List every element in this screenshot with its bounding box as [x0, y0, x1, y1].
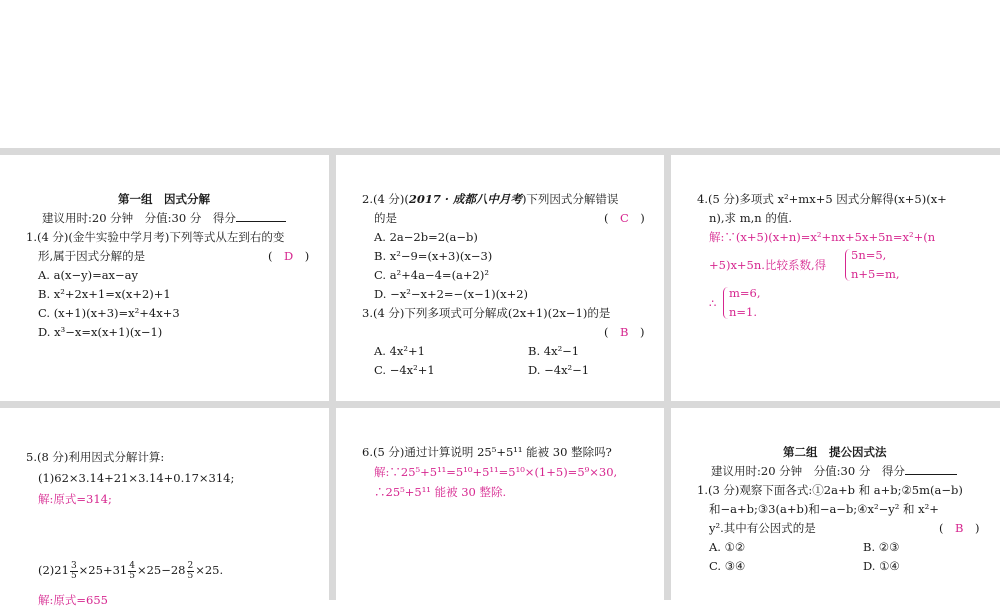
- solution-line-2: +5)x+5n.比较系数,得: [709, 258, 827, 272]
- q2-option-d: D. −x²−x+2=−(x−1)(x+2): [374, 287, 529, 301]
- part-1-solution: 解:原式=314;: [38, 492, 112, 506]
- option-c: C. ③④: [709, 559, 746, 573]
- fraction-3-numerator: 2: [187, 560, 194, 571]
- question-4-line-2: n),求 m,n 的值.: [709, 211, 792, 225]
- question-2-line-2: 的是: [374, 211, 397, 225]
- option-d: D. x³−x=x(x+1)(x−1): [38, 325, 163, 339]
- question-4-line-1: 4.(5 分)多项式 x²+mx+5 因式分解得(x+5)(x+: [697, 192, 947, 206]
- system-2-eq-b: n=1.: [729, 305, 758, 319]
- question-1-line-2: 形,属于因式分解的是: [38, 249, 146, 263]
- score-blank[interactable]: [236, 211, 286, 222]
- solution-line-1: 解:∵(x+5)(x+n)=x²+nx+5x+5n=x²+(n: [709, 230, 936, 244]
- answer-bracket: ( C ): [604, 211, 645, 225]
- option-b: B. ②③: [863, 540, 900, 554]
- answer-value: D: [284, 249, 294, 263]
- fraction-2-numerator: 4: [129, 560, 135, 571]
- system-brace-2: [723, 287, 728, 319]
- q2-option-a: A. 2a−2b=2(a−b): [374, 230, 478, 244]
- fraction-3: [187, 562, 195, 581]
- panel-question-6: [336, 408, 664, 608]
- option-a: A. ①②: [709, 540, 746, 554]
- answer-value: C: [620, 211, 629, 225]
- fraction-3-denominator: 5: [187, 570, 194, 581]
- q2-option-b: B. x²−9=(x+3)(x−3): [374, 249, 493, 263]
- meta-line: [711, 463, 957, 479]
- score-blank[interactable]: [905, 464, 957, 475]
- panel-question-4: [671, 155, 1000, 401]
- q2-suffix: )下列因式分解错误: [521, 192, 619, 206]
- part-2-solution: 解:原式=655: [38, 593, 108, 607]
- question-1-line-3: y².其中有公因式的是: [709, 521, 816, 535]
- fraction-1-numerator: 3: [70, 560, 77, 571]
- question-5-part-2: [38, 556, 223, 584]
- question-5-part-1: (1)62×3.14+21×3.14+0.17×314;: [38, 471, 235, 485]
- meta-line: [42, 210, 286, 226]
- group-title: 第一组 因式分解: [118, 192, 210, 206]
- question-1-line-2: 和−a+b;③3(a+b)和−a−b;④x²−y² 和 x²+: [709, 502, 939, 516]
- part-2-text-d: ×25.: [195, 563, 224, 577]
- option-b: B. x²+2x+1=x(x+2)+1: [38, 287, 171, 301]
- meta-text: 建议用时:20 分钟 分值:30 分 得分: [42, 211, 236, 225]
- part-2-text-c: ×25−28: [136, 563, 186, 577]
- question-2-line-1: [362, 191, 618, 207]
- answer-value: B: [955, 521, 964, 535]
- option-d: D. ①④: [863, 559, 900, 573]
- meta-text: 建议用时:20 分钟 分值:30 分 得分: [711, 464, 905, 478]
- part-2-text-a: (2)21: [38, 563, 69, 577]
- option-a: A. a(x−y)=ax−ay: [38, 268, 139, 282]
- q3-option-d: D. −4x²−1: [528, 363, 590, 377]
- panel-factorization-group-1: [0, 155, 329, 401]
- fraction-1-denominator: 5: [70, 570, 77, 581]
- q3-option-a: A. 4x²+1: [374, 344, 425, 358]
- system-brace-1: [845, 249, 850, 281]
- option-c: C. (x+1)(x+3)=x²+4x+3: [38, 306, 180, 320]
- part-2-text-b: ×25+31: [78, 563, 128, 577]
- q2-option-c: C. a²+4a−4=(a+2)²: [374, 268, 489, 282]
- system-1-eq-a: 5n=5,: [851, 248, 887, 262]
- fraction-1: [70, 562, 78, 581]
- group-title: 第二组 提公因式法: [783, 445, 887, 459]
- answer-bracket: ( D ): [268, 249, 310, 263]
- q3-option-c: C. −4x²+1: [374, 363, 435, 377]
- solution-line-1: 解:∵25⁵+5¹¹=5¹⁰+5¹¹=5¹⁰×(1+5)=5⁹×30,: [374, 465, 618, 479]
- answer-bracket: ( B ): [939, 521, 980, 535]
- q2-prefix: 2.(4 分)(: [362, 192, 409, 206]
- system-1-eq-b: n+5=m,: [851, 267, 900, 281]
- answer-bracket: ( B ): [604, 325, 645, 339]
- panel-question-5: [0, 408, 329, 608]
- fraction-2: [128, 562, 136, 581]
- question-3-line-1: 3.(4 分)下列多项式可分解成(2x+1)(2x−1)的是: [362, 306, 611, 320]
- answer-value: B: [620, 325, 629, 339]
- question-5-line-1: 5.(8 分)利用因式分解计算:: [26, 450, 165, 464]
- q2-source: 2017 · 成都八中月考: [408, 192, 522, 206]
- question-1-line-1: 1.(3 分)观察下面各式:①2a+b 和 a+b;②5m(a−b): [697, 483, 963, 497]
- therefore-symbol: ∴: [709, 296, 717, 310]
- panel-questions-2-3: [336, 155, 664, 401]
- panel-common-factor-group-2: [671, 408, 1000, 608]
- fraction-2-denominator: 5: [129, 570, 135, 581]
- q3-option-b: B. 4x²−1: [528, 344, 580, 358]
- question-1-line-1: 1.(4 分)(金牛实验中学月考)下列等式从左到右的变: [26, 230, 285, 244]
- system-2-eq-a: m=6,: [729, 286, 761, 300]
- question-6-line-1: 6.(5 分)通过计算说明 25⁵+5¹¹ 能被 30 整除吗?: [362, 445, 612, 459]
- solution-line-2: ∴25⁵+5¹¹ 能被 30 整除.: [374, 485, 507, 499]
